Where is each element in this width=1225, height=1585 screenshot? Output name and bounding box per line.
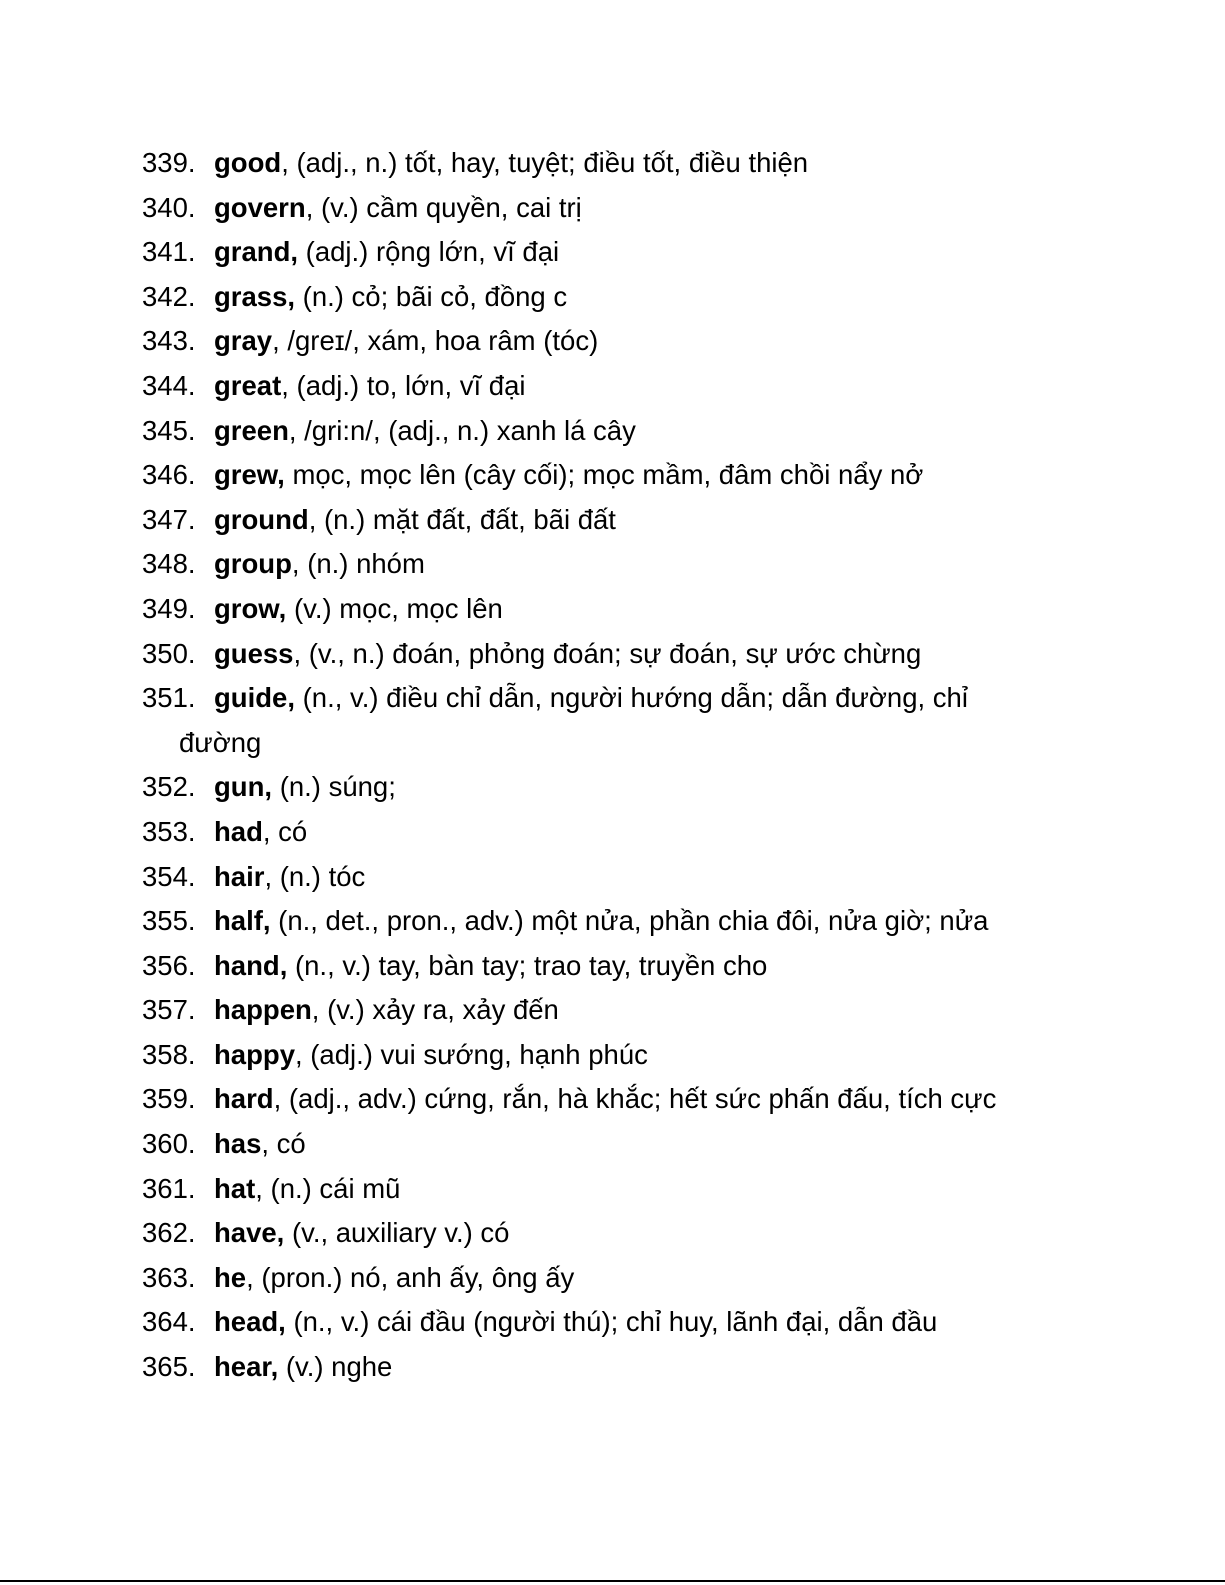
entry-separator: , (255, 1172, 271, 1204)
entry-number: 344. (142, 369, 196, 401)
entry-separator: , (291, 548, 308, 580)
list-item (142, 1167, 1142, 1212)
entry-definition-continued: đường (179, 726, 262, 758)
entry-definition: (n.) mặt đất, đất, bãi đất (323, 503, 616, 535)
entry-definition: (n.) cái mũ (270, 1172, 401, 1204)
entry-number: 364. (142, 1306, 196, 1338)
entry-headword: has (214, 1128, 262, 1160)
entry-definition: (v.) cầm quyền, cai trị (320, 191, 582, 223)
entry-definition: (v.) nghe (285, 1351, 393, 1383)
entry-headword: group (214, 548, 292, 580)
entry-number: 341. (142, 236, 196, 268)
entry-headword: gun, (214, 771, 273, 803)
list-item (142, 1300, 1142, 1345)
entry-separator: , (288, 414, 305, 446)
entry-headword: hat (214, 1172, 256, 1204)
list-item (142, 1033, 1142, 1078)
entry-number: 360. (142, 1128, 196, 1160)
entry-number: 346. (142, 459, 196, 491)
entry-definition: (pron.) nó, anh ấy, ông ấy (261, 1261, 575, 1293)
entry-headword: hand, (214, 949, 288, 981)
entry-definition: (n.) tóc (279, 860, 366, 892)
entry-separator (287, 950, 295, 981)
entry-definition: (n., v.) điều chỉ dẫn, người hướng dẫn; dẫn đường, chỉ (302, 682, 968, 714)
vocabulary-list (142, 141, 1142, 1390)
list-item (142, 1211, 1142, 1256)
entry-separator (272, 771, 280, 802)
entry-definition: /gri:n/, (adj., n.) xanh lá cây (304, 414, 636, 446)
entry-definition: (v., n.) đoán, phỏng đoán; sự đoán, sự ước chừng (308, 637, 922, 669)
entry-number: 351. (142, 682, 196, 714)
list-item (142, 1345, 1142, 1390)
entry-number: 347. (142, 503, 196, 535)
list-item (142, 319, 1142, 364)
entry-headword: govern (214, 191, 306, 223)
list-item (142, 587, 1142, 632)
entry-definition: (adj.) rộng lớn, vĩ đại (305, 236, 560, 268)
list-item (142, 1256, 1142, 1301)
entry-separator (298, 236, 306, 267)
entry-separator: , (262, 815, 279, 847)
entry-headword: grow, (214, 592, 287, 624)
entry-number: 350. (142, 637, 196, 669)
entry-number: 343. (142, 325, 196, 357)
entry-headword: head, (214, 1306, 286, 1338)
entry-number: 353. (142, 815, 196, 847)
list-item (142, 275, 1142, 320)
entry-headword: great (214, 369, 282, 401)
entry-separator (295, 281, 303, 312)
list-item (142, 364, 1142, 409)
list-item (142, 855, 1142, 900)
entry-number: 349. (142, 592, 196, 624)
entry-number: 362. (142, 1217, 196, 1249)
entry-definition: (n., v.) cái đầu (người thú); chỉ huy, lãnh đại, dẫn đầu (293, 1306, 938, 1338)
entry-number: 356. (142, 949, 196, 981)
entry-definition: (adj.) vui sướng, hạnh phúc (310, 1038, 648, 1070)
list-item (142, 765, 1142, 810)
entry-definition: có (276, 1128, 306, 1160)
entry-headword: ground (214, 503, 309, 535)
list-item (142, 1077, 1142, 1122)
entry-separator: , (305, 191, 321, 223)
entry-separator: , (264, 860, 280, 892)
entry-headword: hard (214, 1083, 274, 1115)
entry-number: 352. (142, 771, 196, 803)
page-bottom-border (0, 1580, 1225, 1582)
entry-definition: (n.) cỏ; bãi cỏ, đồng c (302, 280, 568, 312)
entry-definition: (adj., n.) tốt, hay, tuyệt; điều tốt, điều thiện (296, 147, 809, 178)
entry-number: 361. (142, 1172, 196, 1204)
list-item (142, 632, 1142, 677)
entry-headword: good (214, 147, 282, 178)
entry-separator: , (272, 325, 288, 357)
entry-number: 355. (142, 905, 196, 937)
list-item (142, 141, 1142, 186)
entry-definition: mọc, mọc lên (cây cối); mọc mầm, đâm chồi nẩy nở (292, 459, 924, 491)
entry-definition: (n., det., pron., adv.) một nửa, phần chia đôi, nửa giờ; nửa (278, 905, 989, 937)
entry-separator: , (294, 1038, 311, 1070)
list-item (142, 230, 1142, 275)
entry-separator (278, 1351, 286, 1382)
entry-separator: , (273, 1083, 289, 1115)
list-item (142, 1122, 1142, 1167)
entry-definition: (v.) mọc, mọc lên (293, 592, 503, 624)
entry-definition: có (278, 815, 308, 847)
entry-number: 357. (142, 994, 196, 1026)
entry-definition: (n.) nhóm (307, 548, 425, 580)
list-item (142, 676, 1142, 765)
entry-headword: happen (214, 994, 312, 1026)
list-item (142, 498, 1142, 543)
list-item (142, 542, 1142, 587)
entry-headword: gray (214, 325, 273, 357)
entry-headword: happy (214, 1038, 295, 1070)
entry-number: 340. (142, 191, 196, 223)
entry-definition: (v., auxiliary v.) có (291, 1217, 510, 1249)
list-item (142, 944, 1142, 989)
list-item (142, 899, 1142, 944)
entry-number: 348. (142, 548, 196, 580)
entry-headword: grew, (214, 459, 285, 491)
entry-number: 345. (142, 414, 196, 446)
entry-separator: , (293, 637, 309, 669)
entry-definition: /greɪ/, xám, hoa râm (tóc) (287, 325, 599, 357)
entry-separator: , (281, 369, 297, 401)
list-item (142, 988, 1142, 1033)
entry-separator: , (261, 1128, 277, 1160)
entry-separator (295, 682, 303, 713)
entry-headword: guess (214, 637, 294, 669)
entry-number: 342. (142, 280, 196, 312)
entry-separator: , (311, 994, 328, 1026)
entry-definition: (adj., adv.) cứng, rắn, hà khắc; hết sức phấn đấu, tích cực (288, 1083, 997, 1115)
entry-number: 358. (142, 1038, 196, 1070)
entry-separator (286, 593, 294, 624)
entry-definition: (n.) súng; (279, 771, 396, 803)
entry-definition: (adj.) to, lớn, vĩ đại (296, 369, 526, 401)
entry-headword: guide, (214, 682, 295, 714)
entry-separator: , (308, 503, 324, 535)
entry-number: 365. (142, 1351, 196, 1383)
entry-headword: green (214, 414, 289, 446)
entry-headword: he (214, 1261, 247, 1293)
entry-separator (284, 1217, 292, 1248)
entry-definition: (n., v.) tay, bàn tay; trao tay, truyền cho (294, 949, 768, 981)
list-item (142, 453, 1142, 498)
list-item (142, 409, 1142, 454)
entry-headword: had (214, 815, 263, 847)
entry-headword: grass, (214, 280, 296, 312)
entry-separator: , (246, 1261, 262, 1293)
entry-headword: hear, (214, 1351, 279, 1383)
entry-number: 359. (142, 1083, 196, 1115)
entry-number: 363. (142, 1261, 196, 1293)
entry-headword: hair (214, 860, 265, 892)
entry-number: 339. (142, 147, 196, 178)
entry-headword: have, (214, 1217, 285, 1249)
entry-headword: half, (214, 905, 271, 937)
entry-number: 354. (142, 860, 196, 892)
entry-separator: , (281, 147, 297, 178)
entry-definition: (v.) xảy ra, xảy đến (327, 994, 559, 1026)
list-item (142, 810, 1142, 855)
list-item (142, 186, 1142, 231)
entry-headword: grand, (214, 236, 299, 268)
